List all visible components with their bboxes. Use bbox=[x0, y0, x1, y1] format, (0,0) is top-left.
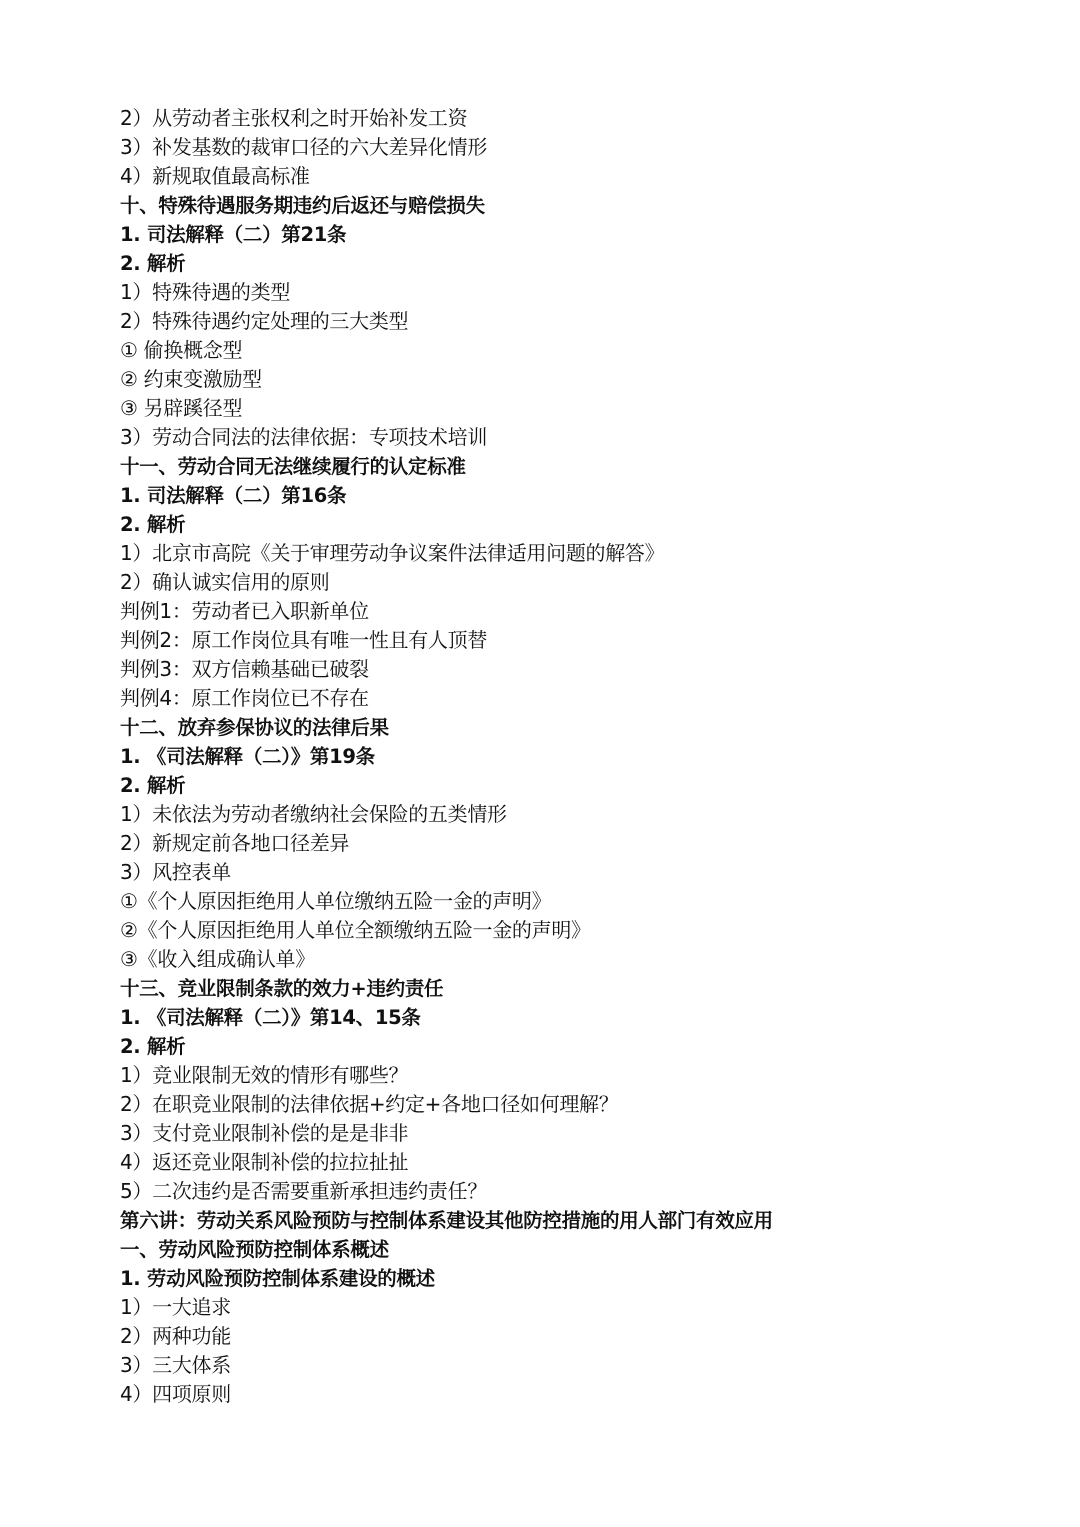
text-line: 1）未依法为劳动者缴纳社会保险的五类情形 bbox=[120, 802, 507, 826]
section-heading: 十三、竞业限制条款的效力+违约责任 bbox=[120, 977, 444, 1000]
text-line: 判例2：原工作岗位具有唯一性且有人顶替 bbox=[120, 628, 488, 652]
text-line: 判例1：劳动者已入职新单位 bbox=[120, 599, 369, 623]
text-line: 2）新规定前各地口径差异 bbox=[120, 831, 350, 855]
text-line: ② 约束变激励型 bbox=[120, 367, 262, 391]
text-line: 1）特殊待遇的类型 bbox=[120, 280, 291, 304]
text-line: 2）在职竞业限制的法律依据+约定+各地口径如何理解？ bbox=[120, 1092, 619, 1116]
text-line: 2）从劳动者主张权利之时开始补发工资 bbox=[120, 106, 468, 130]
text-line: ②《个人原因拒绝用人单位全额缴纳五险一金的声明》 bbox=[120, 918, 591, 942]
text-line: 判例3：双方信赖基础已破裂 bbox=[120, 657, 369, 681]
text-line: 3）风控表单 bbox=[120, 860, 231, 884]
section-heading: 2. 解析 bbox=[120, 1035, 186, 1058]
text-line: 1）北京市高院《关于审理劳动争议案件法律适用问题的解答》 bbox=[120, 541, 665, 565]
text-line: 1）一大追求 bbox=[120, 1295, 231, 1319]
section-heading: 1. 《司法解释（二）》第19条 bbox=[120, 745, 375, 768]
document-body bbox=[120, 104, 1020, 1409]
text-line: 4）四项原则 bbox=[120, 1382, 231, 1406]
section-heading: 1. 司法解释（二）第21条 bbox=[120, 223, 347, 246]
text-line: 2）特殊待遇约定处理的三大类型 bbox=[120, 309, 409, 333]
section-heading: 十二、放弃参保协议的法律后果 bbox=[120, 716, 389, 739]
section-heading: 2. 解析 bbox=[120, 513, 186, 536]
text-line: 3）劳动合同法的法律依据：专项技术培训 bbox=[120, 425, 488, 449]
section-heading: 十一、劳动合同无法继续履行的认定标准 bbox=[120, 455, 466, 478]
text-line: 3）补发基数的裁审口径的六大差异化情形 bbox=[120, 135, 488, 159]
text-line: 判例4：原工作岗位已不存在 bbox=[120, 686, 369, 710]
text-line: 1）竞业限制无效的情形有哪些？ bbox=[120, 1063, 409, 1087]
section-heading: 1. 司法解释（二）第16条 bbox=[120, 484, 347, 507]
text-line: 4）返还竞业限制补偿的拉拉扯扯 bbox=[120, 1150, 409, 1174]
section-heading: 第六讲：劳动关系风险预防与控制体系建设其他防控措施的用人部门有效应用 bbox=[120, 1209, 773, 1232]
section-heading: 2. 解析 bbox=[120, 252, 186, 275]
text-line: ③ 另辟蹊径型 bbox=[120, 396, 243, 420]
text-line: ③《收入组成确认单》 bbox=[120, 947, 315, 971]
text-line: 4）新规取值最高标准 bbox=[120, 164, 310, 188]
text-line: ① 偷换概念型 bbox=[120, 338, 243, 362]
section-heading: 1. 劳动风险预防控制体系建设的概述 bbox=[120, 1267, 435, 1290]
text-line: 2）两种功能 bbox=[120, 1324, 231, 1348]
text-line: 3）支付竞业限制补偿的是是非非 bbox=[120, 1121, 409, 1145]
section-heading: 一、劳动风险预防控制体系概述 bbox=[120, 1238, 389, 1261]
text-line: ①《个人原因拒绝用人单位缴纳五险一金的声明》 bbox=[120, 889, 552, 913]
section-heading: 十、特殊待遇服务期违约后返还与赔偿损失 bbox=[120, 194, 485, 217]
text-line: 3）三大体系 bbox=[120, 1353, 231, 1377]
text-line: 5）二次违约是否需要重新承担违约责任？ bbox=[120, 1179, 488, 1203]
text-line: 2）确认诚实信用的原则 bbox=[120, 570, 330, 594]
section-heading: 1. 《司法解释（二）》第14、15条 bbox=[120, 1006, 421, 1029]
section-heading: 2. 解析 bbox=[120, 774, 186, 797]
